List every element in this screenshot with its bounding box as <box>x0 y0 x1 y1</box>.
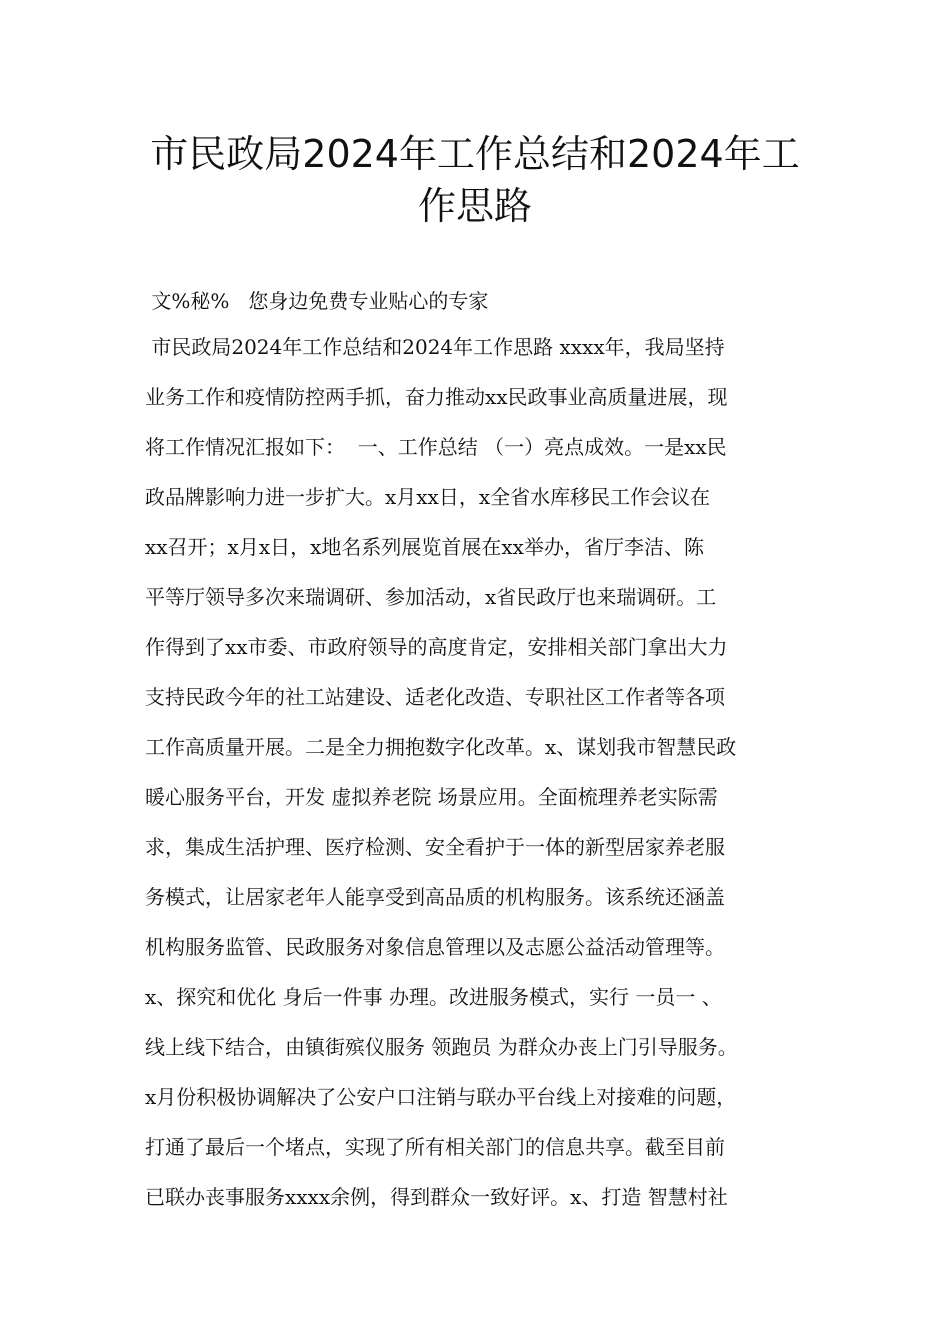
text-line: x月份积极协调解决了公安户口注销与联办平台线上对接难的问题， <box>145 1085 737 1109</box>
text-line: x、探究和优化 身后一件事 办理。改进服务模式，实行 一员一 、 <box>145 985 722 1009</box>
text-line: 政品牌影响力进一步扩大。x月xx日，x全省水库移民工作会议在 <box>145 485 711 509</box>
text-line: 作得到了xx市委、市政府领导的高度肯定，安排相关部门拿出大力 <box>145 635 728 659</box>
text-line: 工作高质量开展。二是全力拥抱数字化改革。x、谋划我市智慧民政 <box>145 735 737 759</box>
text-line: 平等厅领导多次来瑞调研、参加活动，x省民政厅也来瑞调研。工 <box>145 585 717 609</box>
byline: 文%秘% 您身边免费专业贴心的专家 <box>145 289 489 313</box>
title-line-1: 市民政局2024年工作总结和2024年工 <box>150 132 800 176</box>
text-line: xx召开；x月x日，x地名系列展览首展在xx举办，省厅李洁、陈 <box>145 535 704 559</box>
text-line: 支持民政今年的社工站建设、适老化改造、专职社区工作者等各项 <box>145 685 725 709</box>
text-line: 已联办丧事服务xxxx余例，得到群众一致好评。x、打造 智慧村社 <box>145 1185 728 1209</box>
title-line-2: 作思路 <box>417 184 532 228</box>
text-line: 打通了最后一个堵点，实现了所有相关部门的信息共享。截至目前 <box>145 1135 725 1159</box>
document-title <box>120 128 830 232</box>
text-line: 暖心服务平台，开发 虚拟养老院 场景应用。全面梳理养老实际需 <box>145 785 718 809</box>
text-line: 务模式，让居家老年人能享受到高品质的机构服务。该系统还涵盖 <box>145 885 725 909</box>
text-line: 机构服务监管、民政服务对象信息管理以及志愿公益活动管理等。 <box>145 935 725 959</box>
text-line: 将工作情况汇报如下： 一、工作总结 （一）亮点成效。一是xx民 <box>145 435 727 459</box>
document-body <box>145 280 825 1222</box>
text-line: 业务工作和疫情防控两手抓，奋力推动xx民政事业高质量进展，现 <box>145 385 728 409</box>
text-line: 线上线下结合，由镇街殡仪服务 领跑员 为群众办丧上门引导服务。 <box>145 1035 738 1059</box>
text-line: 求，集成生活护理、医疗检测、安全看护于一体的新型居家养老服 <box>145 835 725 859</box>
text-line: 市民政局2024年工作总结和2024年工作思路 xxxx年，我局坚持 <box>145 335 725 359</box>
